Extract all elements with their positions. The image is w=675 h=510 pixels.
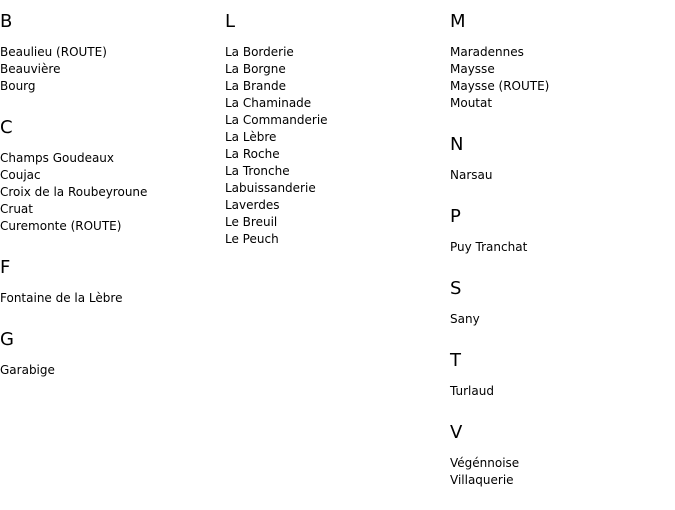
letter-heading: L [225, 11, 236, 32]
letter-heading: F [0, 257, 11, 278]
place-list [450, 311, 670, 328]
place-link[interactable]: La Commanderie [225, 113, 328, 127]
letter-heading: V [450, 422, 463, 443]
letter-group-m [450, 10, 670, 112]
letter-group-b [0, 10, 220, 95]
place-list [450, 383, 670, 400]
place-link[interactable]: Labuissanderie [225, 181, 316, 195]
place-link[interactable]: Bourg [0, 79, 36, 93]
place-link[interactable]: Moutat [450, 96, 493, 110]
place-link[interactable]: La Chaminade [225, 96, 312, 110]
letter-heading: S [450, 278, 462, 299]
letter-group-c [0, 116, 220, 235]
place-link[interactable]: Maysse [450, 62, 495, 76]
place-list [0, 362, 220, 379]
place-list [450, 167, 670, 184]
place-list [0, 44, 220, 95]
letter-group-n [450, 133, 670, 184]
index-column [225, 10, 445, 269]
place-link[interactable]: Coujac [0, 168, 41, 182]
letter-heading: T [450, 350, 461, 371]
place-link[interactable]: Puy Tranchat [450, 240, 528, 254]
letter-heading: N [450, 134, 464, 155]
place-list [450, 44, 670, 112]
place-link[interactable]: Laverdes [225, 198, 280, 212]
place-link[interactable]: Croix de la Roubeyroune [0, 185, 148, 199]
letter-heading: B [0, 11, 13, 32]
place-link[interactable]: Villaquerie [450, 473, 514, 487]
place-link[interactable]: La Borderie [225, 45, 294, 59]
place-link[interactable]: La Roche [225, 147, 280, 161]
place-link[interactable]: Narsau [450, 168, 493, 182]
letter-group-v [450, 421, 670, 489]
place-list [450, 455, 670, 489]
place-link[interactable]: Le Peuch [225, 232, 279, 246]
letter-group-g [0, 328, 220, 379]
letter-heading: C [0, 117, 13, 138]
letter-heading: M [450, 11, 466, 32]
letter-heading: P [450, 206, 461, 227]
place-link[interactable]: Curemonte (ROUTE) [0, 219, 122, 233]
letter-group-l [225, 10, 445, 248]
place-link[interactable]: Sany [450, 312, 480, 326]
place-link[interactable]: Végénnoise [450, 456, 520, 470]
index-column [0, 10, 220, 400]
place-link[interactable]: Beaulieu (ROUTE) [0, 45, 107, 59]
place-link[interactable]: Maysse (ROUTE) [450, 79, 550, 93]
place-link[interactable]: Cruat [0, 202, 33, 216]
place-link[interactable]: Champs Goudeaux [0, 151, 115, 165]
index-column [450, 10, 670, 510]
place-link[interactable]: Le Breuil [225, 215, 278, 229]
place-list [0, 290, 220, 307]
place-link[interactable]: Turlaud [450, 384, 494, 398]
place-link[interactable]: La Brande [225, 79, 286, 93]
place-link[interactable]: Maradennes [450, 45, 524, 59]
place-list [450, 239, 670, 256]
place-link[interactable]: Fontaine de la Lèbre [0, 291, 123, 305]
letter-group-t [450, 349, 670, 400]
letter-heading: G [0, 329, 14, 350]
place-list [0, 150, 220, 235]
place-link[interactable]: La Lèbre [225, 130, 277, 144]
place-link[interactable]: La Borgne [225, 62, 286, 76]
place-link[interactable]: Garabige [0, 363, 55, 377]
place-link[interactable]: Beauvière [0, 62, 61, 76]
letter-group-s [450, 277, 670, 328]
place-link[interactable]: La Tronche [225, 164, 290, 178]
place-list [225, 44, 445, 248]
letter-group-f [0, 256, 220, 307]
letter-group-p [450, 205, 670, 256]
